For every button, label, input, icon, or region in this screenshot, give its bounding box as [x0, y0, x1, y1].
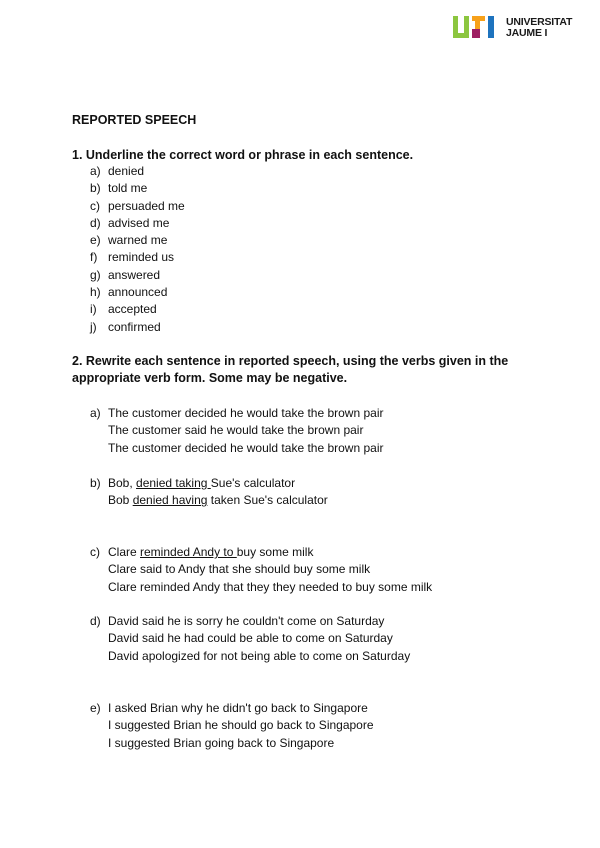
answer-line: c) Clare reminded Andy to buy some milk [90, 545, 314, 559]
answer-line: The customer decided he would take the brown pair [108, 440, 384, 455]
list-item: i) accepted [90, 302, 157, 317]
question-2-item-a [90, 405, 384, 457]
question-2-item-d [90, 613, 410, 665]
question-2-item-b [90, 475, 328, 510]
answer-line: I suggested Brian he should go back to Singapore [108, 718, 374, 733]
question-2-item-c [90, 544, 432, 596]
question-2-heading: 2. Rewrite each sentence in reported speech, using the verbs given in the appropriate verb form. Some may be negative. [72, 354, 509, 385]
list-item: j) confirmed [90, 319, 161, 334]
answer-line: David said he had could be able to come on Saturday [108, 631, 393, 646]
question-1-answers [90, 163, 185, 336]
list-item: b) told me [90, 181, 148, 196]
answer-line: Clare reminded Andy that they they needed to buy some milk [108, 579, 433, 594]
answer-line: a) The customer decided he would take the brown pair [90, 406, 384, 420]
logo-wordmark [506, 17, 572, 39]
uji-logo-mark [452, 15, 500, 41]
list-item: c) persuaded me [90, 198, 185, 213]
answer-line: d) David said he is sorry he couldn't come on Saturday [90, 614, 385, 628]
question-1-heading: 1. Underline the correct word or phrase in each sentence. [72, 148, 414, 162]
list-item: h) announced [90, 285, 168, 300]
university-logo [452, 15, 582, 43]
answer-line: e) I asked Brian why he didn't go back to Singapore [90, 701, 368, 715]
logo-line-2: JAUME I [506, 27, 548, 39]
answer-line: b) Bob, denied taking Sue's calculator [90, 476, 296, 490]
answer-line: David apologized for not being able to come on Saturday [108, 648, 411, 663]
logo-line-1: UNIVERSITAT [506, 16, 573, 28]
answer-line: The customer said he would take the brown pair [108, 423, 364, 438]
question-2-item-e [90, 700, 374, 752]
page-title: REPORTED SPEECH [72, 113, 197, 127]
answer-line: Clare said to Andy that she should buy some milk [108, 562, 371, 577]
answer-line: Bob denied having taken Sue's calculator [108, 493, 328, 508]
list-item: f) reminded us [90, 250, 175, 265]
list-item: e) warned me [90, 233, 168, 248]
list-item: g) answered [90, 267, 161, 282]
list-item: a) denied [90, 164, 145, 178]
answer-line: I suggested Brian going back to Singapore [108, 735, 335, 750]
list-item: d) advised me [90, 215, 170, 230]
